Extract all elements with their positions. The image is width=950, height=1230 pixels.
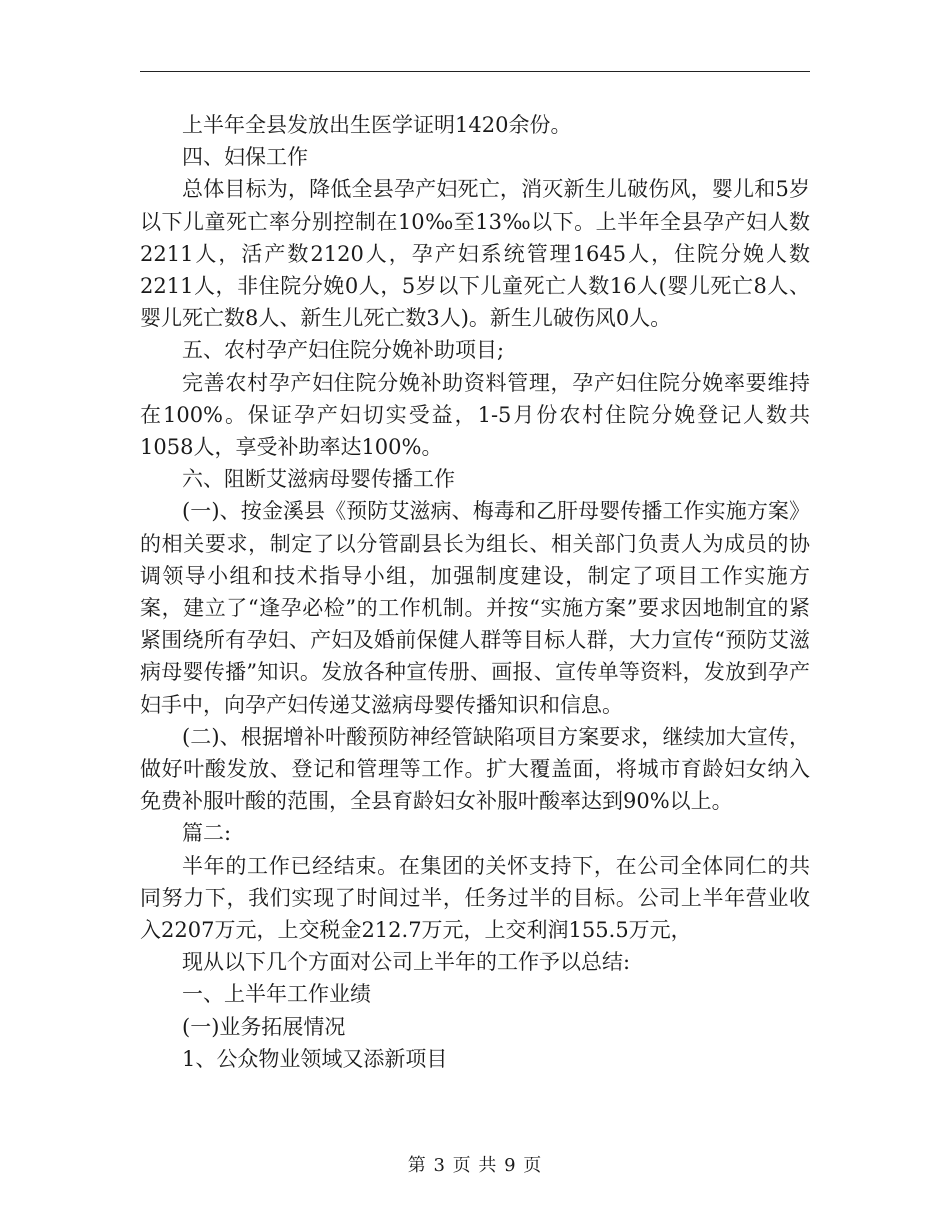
paragraph: (一)、按金溪县《预防艾滋病、梅毒和乙肝母婴传播工作实施方案》的相关要求，制定了以分管副县长为组长、相关部门负责人为成员的协调领导小组和技术指导小组，加强制度建设，制定了项目工作实施方案，建立了“逢孕必检”的工作机制。并按“实施方案”要求因地制宜的紧紧围绕所有孕妇、产妇及婚前保健人群等目标人群，大力宣传“预防艾滋病母婴传播”知识。发放各种宣传册、画报、宣传单等资料，发放到孕产妇手中，向孕产妇传递艾滋病母婴传播知识和信息。 <box>140 499 810 717</box>
section-heading: 一、上半年工作业绩 <box>182 982 371 1007</box>
page-number-footer: 第 3 页 共 9 页 <box>407 1155 543 1176</box>
document-body <box>140 109 810 1075</box>
section-heading: 五、农村孕产妇住院分娩补助项目; <box>182 338 505 363</box>
header-rule <box>140 71 810 72</box>
paragraph: 完善农村孕产妇住院分娩补助资料管理，孕产妇住院分娩率要维持在100%。保证孕产妇切实受益，1-5月份农村住院分娩登记人数共1058人，享受补助率达100%。 <box>140 370 810 460</box>
section-heading: 篇二: <box>182 821 232 846</box>
paragraph: 半年的工作已经结束。在集团的关怀支持下，在公司全体同仁的共同努力下，我们实现了时间过半，任务过半的目标。公司上半年营业收入2207万元，上交税金212.7万元，上交利润155.5万元， <box>140 853 810 943</box>
section-heading: 1、公众物业领域又添新项目 <box>182 1046 448 1071</box>
section-heading: (一)业务拓展情况 <box>182 1014 346 1039</box>
section-heading: 六、阻断艾滋病母婴传播工作 <box>182 467 455 492</box>
paragraph: 总体目标为，降低全县孕产妇死亡，消灭新生儿破伤风，婴儿和5岁以下儿童死亡率分别控制在10‰至13‰以下。上半年全县孕产妇人数2211人，活产数2120人，孕产妇系统管理1645人，住院分娩人数2211人，非住院分娩0人，5岁以下儿童死亡人数16人(婴儿死亡8人、婴儿死亡数8人、新生儿死亡数3人)。新生儿破伤风0人。 <box>140 177 810 331</box>
section-heading: 四、妇保工作 <box>182 145 308 170</box>
paragraph: 现从以下几个方面对公司上半年的工作予以总结: <box>182 950 631 975</box>
paragraph: (二)、根据增补叶酸预防神经管缺陷项目方案要求，继续加大宣传，做好叶酸发放、登记和管理等工作。扩大覆盖面，将城市育龄妇女纳入免费补服叶酸的范围，全县育龄妇女补服叶酸率达到90%以上。 <box>140 724 810 814</box>
paragraph: 上半年全县发放出生医学证明1420余份。 <box>182 113 572 137</box>
